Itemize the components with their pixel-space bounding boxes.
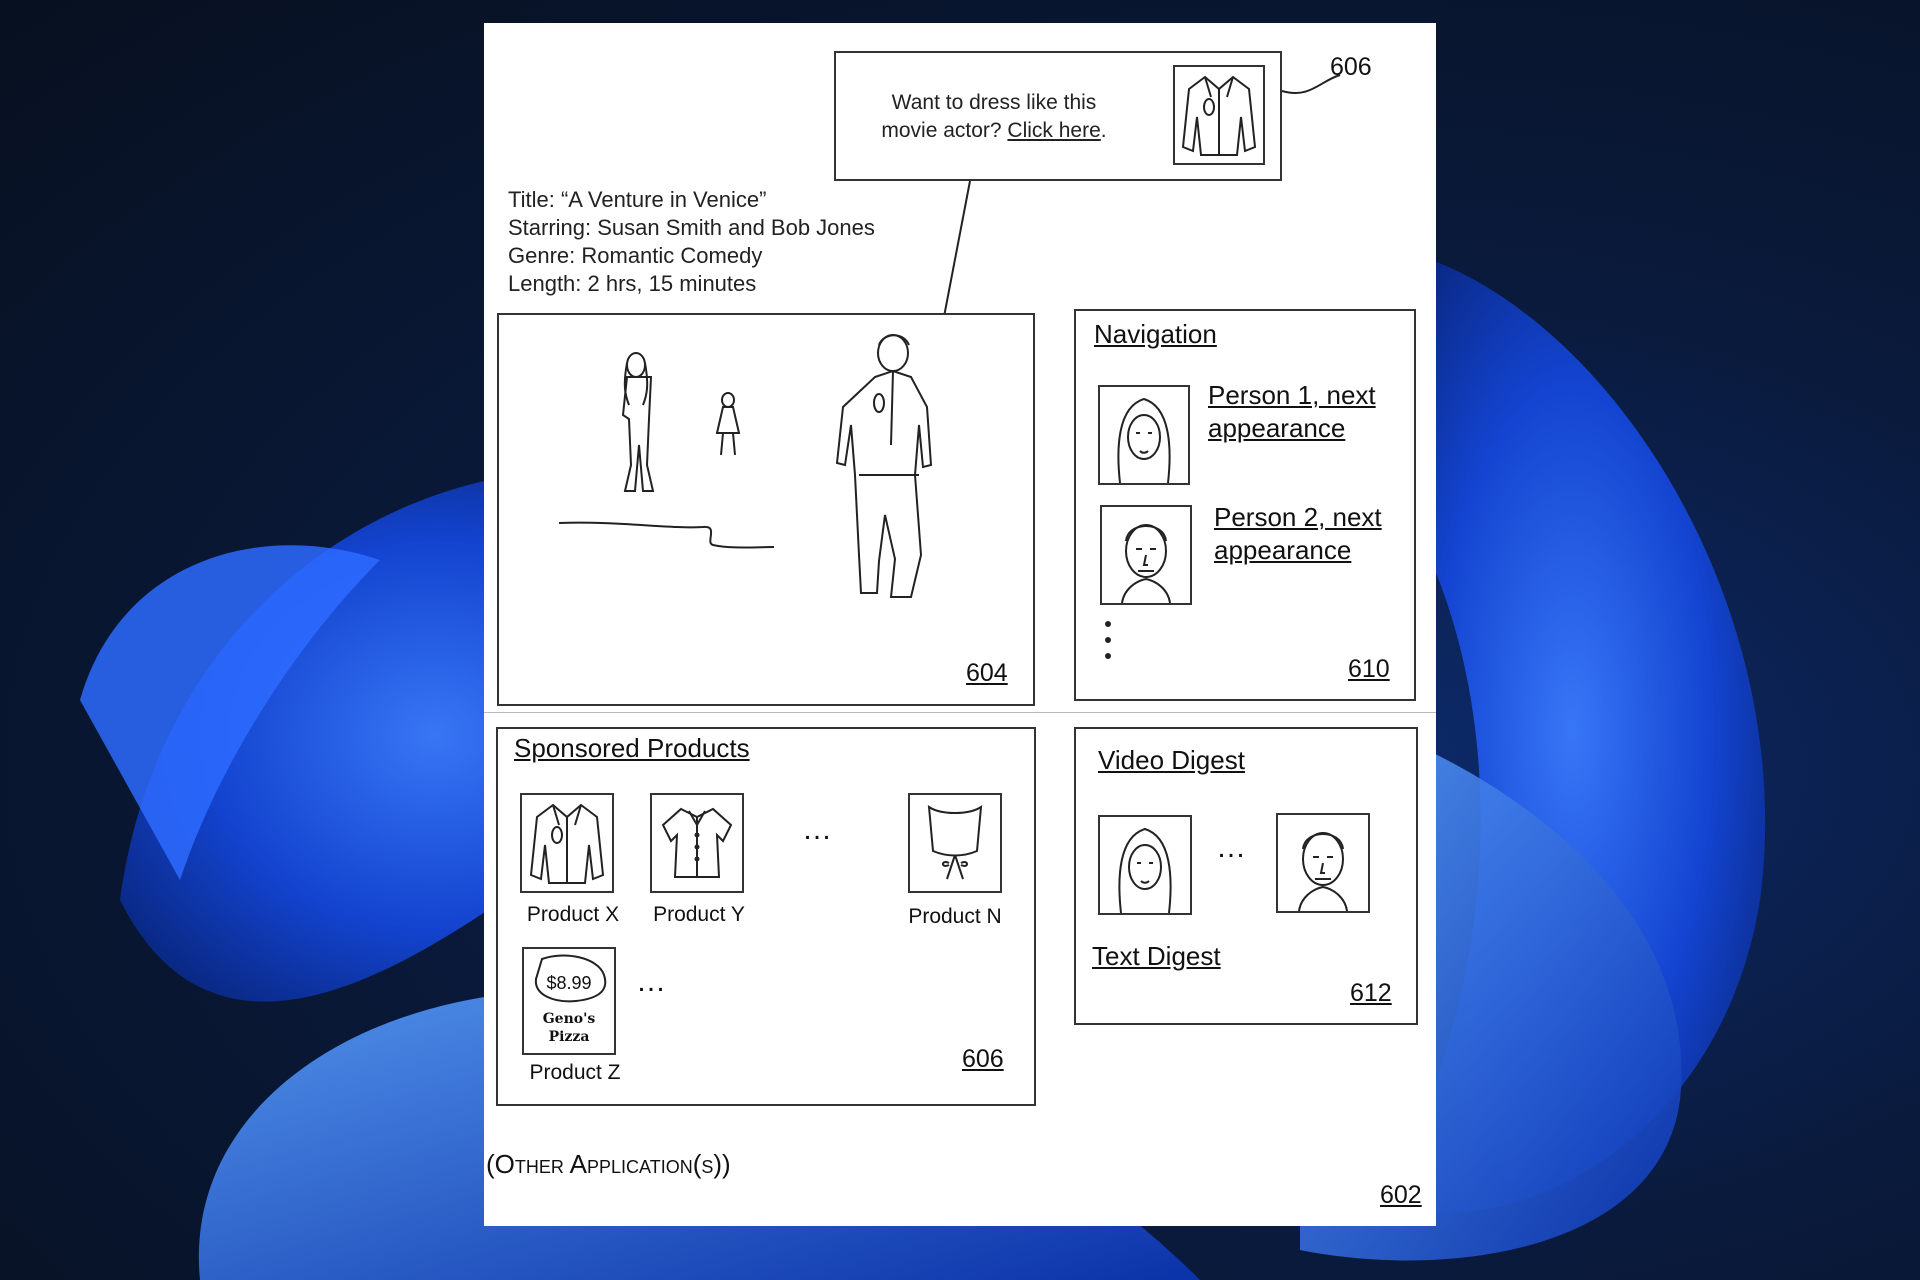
movie-scene-illustration	[499, 315, 1033, 704]
person1-thumbnail[interactable]	[1098, 385, 1190, 485]
product-x-thumbnail[interactable]	[520, 793, 614, 893]
text-digest-link[interactable]: Text Digest	[1092, 941, 1221, 971]
product-n-label: Product N	[908, 905, 1002, 928]
popup-line2: movie actor?	[881, 119, 1002, 142]
pizza-name-line1: Geno's	[542, 1011, 596, 1027]
person2-link-line1: Person 2, next	[1214, 502, 1382, 532]
popup-jacket-thumbnail[interactable]	[1173, 65, 1265, 165]
dress-like-actor-popup[interactable]	[834, 51, 1282, 181]
popup-text	[864, 89, 1124, 145]
pizza-price: $8.99	[546, 973, 592, 993]
crop-top-icon	[910, 795, 1000, 891]
person2-thumbnail[interactable]	[1100, 505, 1192, 605]
jacket-icon	[1175, 67, 1263, 163]
person1-link-line1: Person 1, next	[1208, 380, 1376, 410]
popup-suffix: .	[1100, 119, 1107, 142]
product-y-thumbnail[interactable]	[650, 793, 744, 893]
sponsored-heading: Sponsored Products	[514, 733, 750, 763]
product-y-label: Product Y	[653, 903, 745, 926]
blouse-icon	[652, 795, 742, 891]
digest-ellipsis: …	[1216, 831, 1250, 864]
sponsored-products-panel	[496, 727, 1036, 1106]
vertical-ellipsis-icon	[1102, 619, 1114, 663]
man-face-icon	[1102, 507, 1190, 603]
digest-ref: 612	[1350, 979, 1392, 1007]
woman-face-icon	[1100, 387, 1188, 483]
jacket-icon	[522, 795, 612, 891]
products-row1-ellipsis: …	[802, 813, 836, 846]
other-applications-label: (Other Application(s))	[486, 1149, 731, 1179]
person1-link-line2: appearance	[1208, 413, 1346, 443]
product-n-thumbnail[interactable]	[908, 793, 1002, 893]
product-z-thumbnail[interactable]	[522, 947, 616, 1055]
navigation-heading: Navigation	[1094, 319, 1217, 349]
popup-line1: Want to dress like this	[891, 91, 1097, 114]
click-here-link[interactable]: Click here	[1007, 119, 1101, 142]
person2-next-appearance-link[interactable]	[1214, 501, 1382, 567]
window-ref: 602	[1380, 1181, 1422, 1209]
patent-figure-sheet	[484, 23, 1436, 1226]
video-digest-heading[interactable]: Video Digest	[1098, 745, 1245, 775]
video-digest-panel	[1074, 727, 1418, 1025]
products-row2-ellipsis: …	[636, 965, 670, 998]
video-frame-ref: 604	[966, 659, 1008, 687]
product-z-label: Product Z	[529, 1061, 621, 1084]
man-face-icon	[1278, 815, 1368, 911]
digest-man-thumbnail[interactable]	[1276, 813, 1370, 913]
movie-starring: Starring: Susan Smith and Bob Jones	[508, 215, 875, 240]
movie-info	[508, 186, 875, 298]
person2-link-line2: appearance	[1214, 535, 1352, 565]
navigation-ref: 610	[1348, 655, 1390, 683]
navigation-panel	[1074, 309, 1416, 701]
woman-face-icon	[1100, 817, 1190, 913]
movie-title: Title: “A Venture in Venice”	[508, 187, 767, 212]
digest-woman-thumbnail[interactable]	[1098, 815, 1192, 915]
product-x-label: Product X	[526, 903, 620, 926]
movie-length: Length: 2 hrs, 15 minutes	[508, 271, 757, 296]
section-divider	[484, 712, 1436, 713]
video-frame-panel[interactable]	[497, 313, 1035, 706]
movie-genre: Genre: Romantic Comedy	[508, 243, 763, 268]
person1-next-appearance-link[interactable]	[1208, 379, 1376, 445]
sponsored-ref: 606	[962, 1045, 1004, 1073]
pizza-name-line2: Pizza	[548, 1029, 590, 1045]
popup-ref-number: 606	[1330, 53, 1372, 81]
